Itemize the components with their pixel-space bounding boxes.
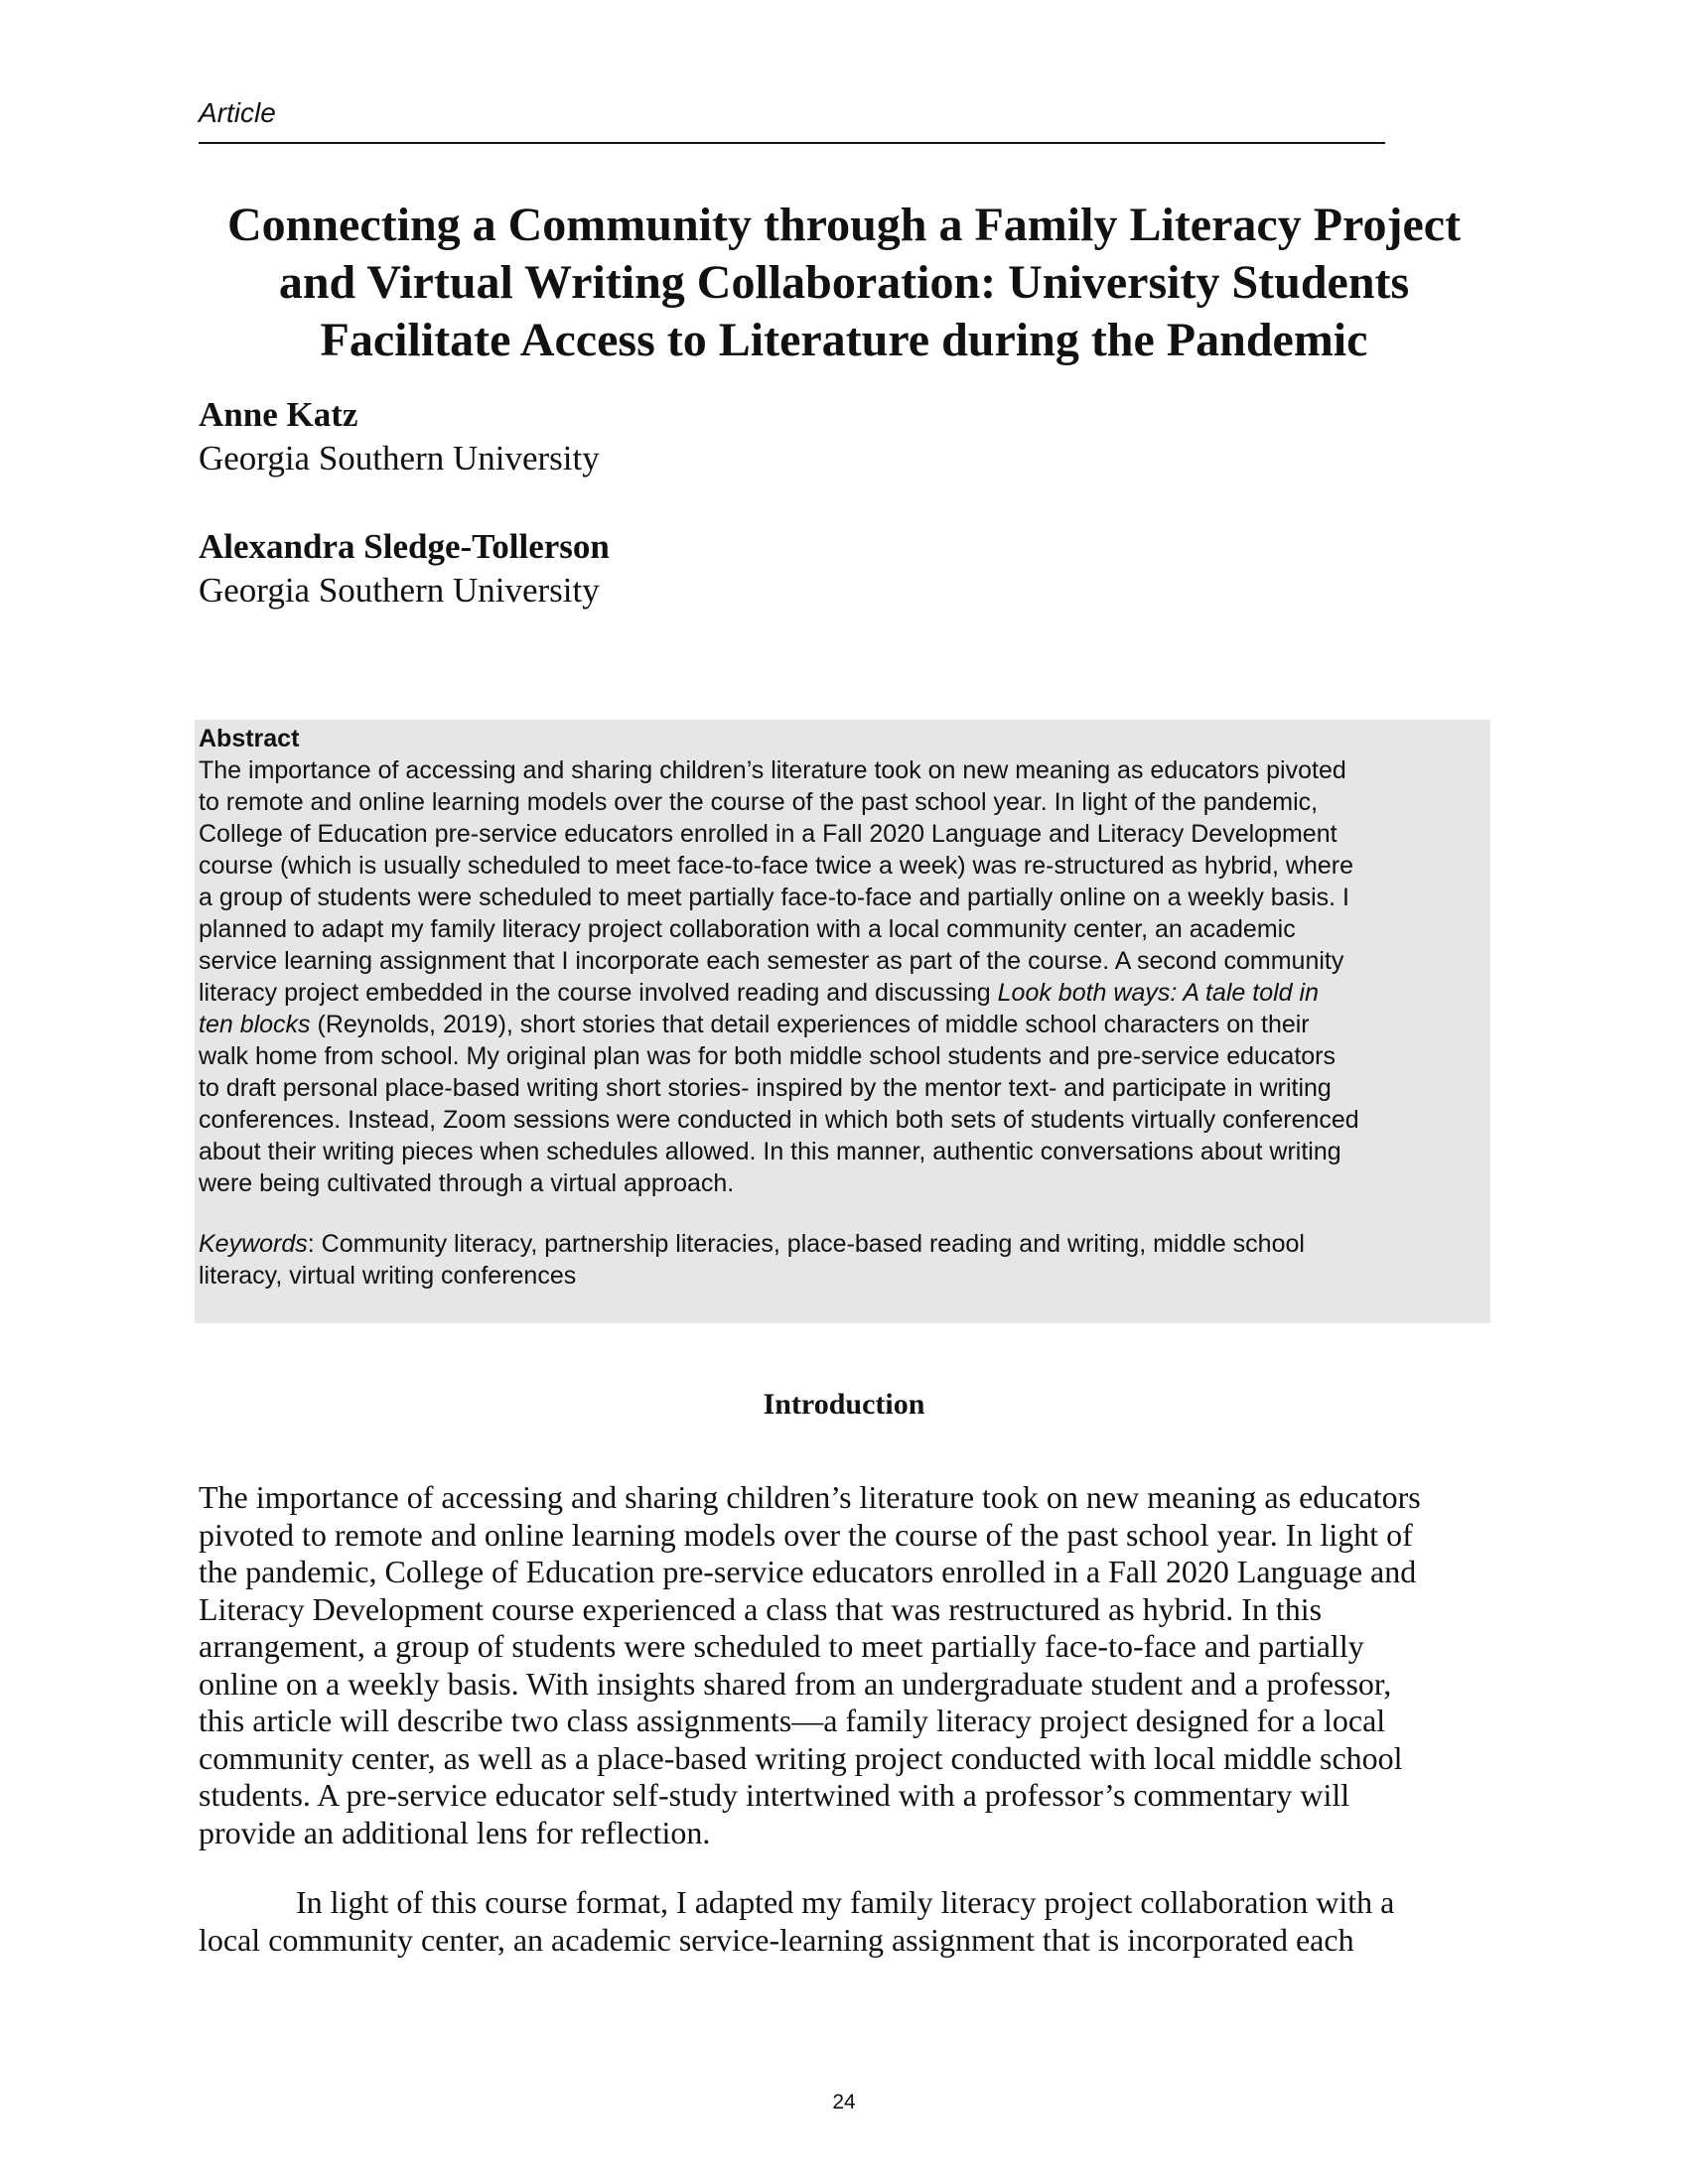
- abstract-line-text: (Reynolds, 2019), short stories that detail experiences of middle school characters on their: [310, 1011, 1310, 1038]
- keywords-line: [199, 1228, 1489, 1260]
- title-line: Connecting a Community through a Family Literacy Project: [226, 199, 1462, 251]
- abstract-line: service learning assignment that I incorporate each semester as part of the course. A second community: [199, 947, 1344, 975]
- abstract-line: conferences. Instead, Zoom sessions were conducted in which both sets of students virtually conferenced: [199, 1106, 1359, 1134]
- author-name: Alexandra Sledge-Tollerson: [199, 527, 610, 566]
- body-line: community center, as well as a place-based writing project conducted with local middle school: [199, 1739, 1403, 1776]
- abstract-line: course (which is usually scheduled to meet face-to-face twice a week) was re-structured as hybrid, where: [199, 852, 1354, 880]
- body-line: students. A pre-service educator self-study intertwined with a professor’s commentary will: [199, 1777, 1350, 1813]
- author-affiliation: Georgia Southern University: [199, 571, 600, 610]
- abstract-line: were being cultivated through a virtual approach.: [199, 1169, 735, 1197]
- body-line: arrangement, a group of students were scheduled to meet partially face-to-face and partially: [199, 1628, 1364, 1664]
- author-affiliation: Georgia Southern University: [199, 439, 600, 478]
- abstract-line-text: literacy project embedded in the course involved reading and discussing: [199, 979, 998, 1007]
- abstract-line: [199, 1009, 1489, 1040]
- body-line: Literacy Development course experienced a class that was restructured as hybrid. In this: [199, 1590, 1323, 1627]
- abstract-line: planned to adapt my family literacy project collaboration with a local community center, an academic: [199, 915, 1296, 943]
- abstract-line: to draft personal place-based writing short stories- inspired by the mentor text- and participate in writing: [199, 1074, 1332, 1102]
- abstract-line: The importance of accessing and sharing children’s literature took on new meaning as educators pivoted: [199, 756, 1346, 784]
- keywords-line: literacy, virtual writing conferences: [199, 1262, 577, 1290]
- book-title: Look both ways: A tale told in: [997, 979, 1319, 1007]
- body-line: this article will describe two class assignments—a family literacy project designed for a local: [199, 1703, 1386, 1738]
- abstract-text: [199, 754, 1489, 1199]
- abstract-heading: Abstract: [199, 725, 300, 752]
- introduction-heading: Introduction: [763, 1388, 925, 1421]
- body-line: pivoted to remote and online learning models over the course of the past school year. In light of: [199, 1516, 1413, 1553]
- keywords-text: : Community literacy, partnership literacies, place-based reading and writing, middle school: [307, 1230, 1305, 1258]
- book-title: ten blocks: [199, 1011, 311, 1038]
- body-line: provide an additional lens for reflection.: [199, 1814, 711, 1850]
- author-name: Anne Katz: [199, 395, 358, 434]
- section-label: Article: [199, 97, 276, 128]
- title-line: and Virtual Writing Collaboration: University Students: [278, 256, 1410, 309]
- abstract-line: [199, 977, 1489, 1009]
- abstract-line: walk home from school. My original plan was for both middle school students and pre-service educators: [199, 1042, 1336, 1070]
- body-line: local community center, an academic service-learning assignment that is incorporated each: [199, 1921, 1354, 1958]
- body-line: The importance of accessing and sharing children’s literature took on new meaning as educators: [199, 1479, 1421, 1515]
- body-line: online on a weekly basis. With insights shared from an undergraduate student and a professor,: [199, 1665, 1392, 1702]
- keywords-label: Keywords: [199, 1230, 308, 1258]
- body-line: In light of this course format, I adapted my family literacy project collaboration with a: [296, 1884, 1395, 1920]
- title-line: Facilitate Access to Literature during the Pandemic: [320, 314, 1368, 366]
- header-rule: [199, 142, 1385, 144]
- article-title: [149, 197, 1539, 369]
- abstract-line: about their writing pieces when schedules allowed. In this manner, authentic conversations about writing: [199, 1138, 1341, 1165]
- abstract-line: a group of students were scheduled to meet partially face-to-face and partially online on a weekly basis. I: [199, 884, 1349, 911]
- page-number: 24: [832, 2091, 856, 2114]
- intro-paragraph-2: [199, 1884, 1509, 1959]
- body-line: the pandemic, College of Education pre-service educators enrolled in a Fall 2020 Language and: [199, 1554, 1417, 1589]
- intro-paragraph-1: [199, 1479, 1509, 1851]
- abstract-line: College of Education pre-service educators enrolled in a Fall 2020 Language and Literacy Development: [199, 820, 1337, 848]
- abstract-line: to remote and online learning models over the course of the past school year. In light of the pandemic,: [199, 788, 1319, 816]
- keywords: [199, 1228, 1489, 1292]
